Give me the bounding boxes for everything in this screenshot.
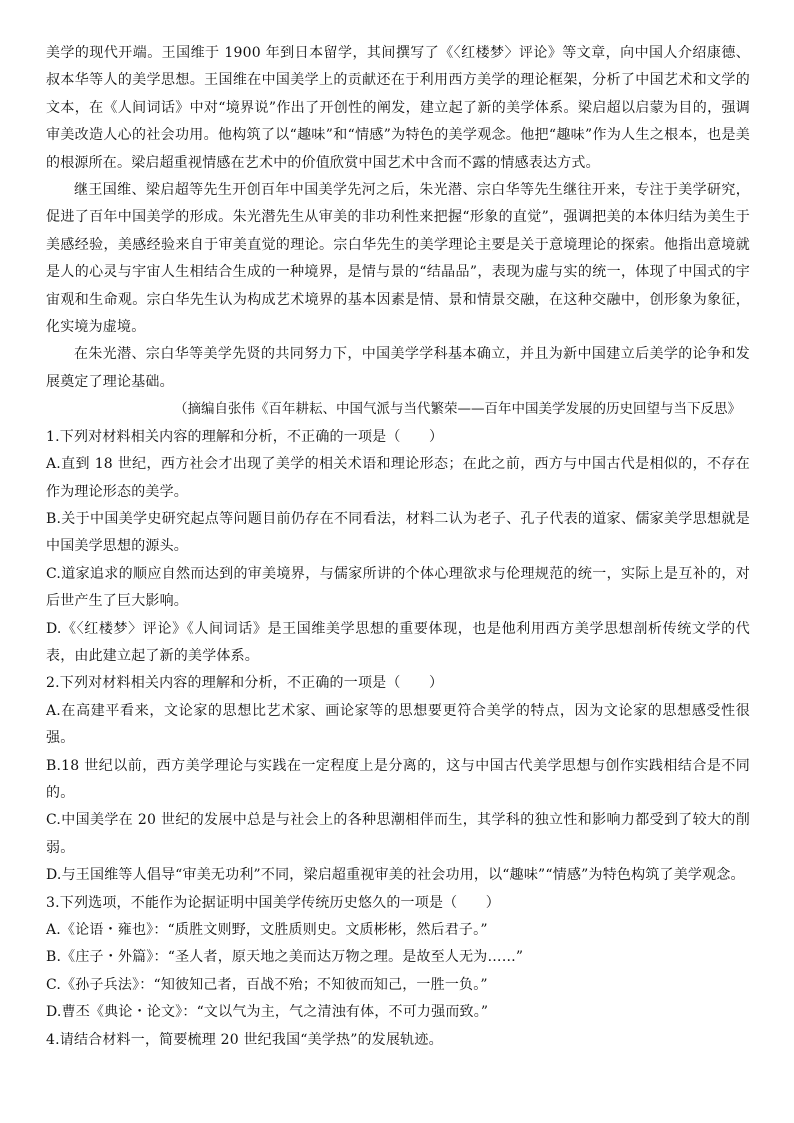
passage-paragraph-1: 美学的现代开端。王国维于 1900 年到日本留学，其间撰写了《〈红楼梦〉评论》等文章，向中国人介绍康德、叔本华等人的美学思想。王国维在中国美学上的贡献还在于利用西方美学的理论框架，分析了中国艺术和文学的文本，在《人间词话》中对“境界说”作出了开创性的阐发，建立起了新的美学体系。梁启超以启蒙为目的，强调审美改造人心的社会功用。他构筑了以“趣味”和“情感”为特色的美学观念。他把“趣味”作为人生之根本，也是美的根源所在。梁启超重视情感在艺术中的价值欣赏中国艺术中含而不露的情感表达方式。 [46,45,750,171]
option-d: D.《〈红楼梦〉评论》《人间词话》是王国维美学思想的重要体现，也是他利用西方美学思想剖析传统文学的代表，由此建立起了新的美学体系。 [46,620,750,664]
exam-page [46,40,750,1054]
option-d: D.曹丕《典论・论文》：“文以气为主，气之清浊有体，不可力强而致。” [46,1004,489,1021]
passage-paragraph-2: 继王国维、梁启超等先生开创百年中国美学先河之后，朱光潜、宗白华等先生继往开来，专注于美学研究，促进了百年中国美学的形成。朱光潜先生从审美的非功利性来把握“形象的直觉”，强调把美的本体归结为美生于美感经验，美感经验来自于审美直觉的理论。宗白华先生的美学理论主要是关于意境理论的探索。他指出意境就是人的心灵与宇宙人生相结合生成的一种境界，是情与景的“结晶品”，表现为虚与实的统一，体现了中国式的宇宙观和生命观。宗白华先生认为构成艺术境界的基本因素是情、景和情景交融，在这种交融中，创形象为象征，化实境为虚境。 [46,182,750,336]
option-c: C.道家追求的顺应自然而达到的审美境界，与儒家所讲的个体心理欲求与伦理规范的统一，实际上是互补的，对后世产生了巨大影响。 [46,565,750,610]
option-a: A.《论语・雍也》：“质胜文则野，文胜质则史。文质彬彬，然后君子。” [46,922,488,938]
option-b: B.关于中国美学史研究起点等问题目前仍存在不同看法，材料二认为老子、孔子代表的道家、儒家美学思想就是中国美学思想的源头。 [46,510,750,555]
option-d: D.与王国维等人倡导“审美无功利”不同，梁启超重视审美的社会功用，以“趣味”“情感”为特色构筑了美学观念。 [46,867,745,884]
option-c: C.《孙子兵法》：“知彼知己者，百战不殆；不知彼而知己，一胜一负。” [46,976,488,993]
option-b: B.18 世纪以前，西方美学理论与实践在一定程度上是分离的，这与中国古代美学思想与创作实践相结合是不同的。 [46,757,750,801]
question-stem: 2.下列对材料相关内容的理解和分析，不正确的一项是（ ） [46,675,444,692]
source-citation: （摘编自张伟《百年耕耘、中国气派与当代繁荣——百年中国美学发展的历史回望与当下反思》 [174,401,741,418]
passage-paragraph-3: 在朱光潜、宗白华等美学先贤的共同努力下，中国美学学科基本确立，并且为新中国建立后美学的论争和发展奠定了理论基础。 [46,346,750,390]
question-2 [46,670,750,889]
question-stem: 3.下列选项，不能作为论据证明中国美学传统历史悠久的一项是（ ） [46,894,500,911]
question-4 [46,1027,750,1054]
question-stem: 1.下列对材料相关内容的理解和分析，不正确的一项是（ ） [46,428,444,445]
option-a: A.在高建平看来，文论家的思想比艺术家、画论家等的思想要更符合美学的特点，因为文论家的思想感受性很强。 [46,702,750,747]
question-1 [46,424,750,671]
option-b: B.《庄子・外篇》：“圣人者，原天地之美而达万物之理。是故至人无为……” [46,949,524,966]
option-a: A.直到 18 世纪，西方社会才出现了美学的相关术语和理论形态；在此之前，西方与中国古代是相似的，不存在作为理论形态的美学。 [46,456,750,500]
question-stem: 4.请结合材料一，简要梳理 20 世纪我国“美学热”的发展轨迹。 [46,1031,443,1048]
option-c: C.中国美学在 20 世纪的发展中总是与社会上的各种思潮相伴而生，其学科的独立性和影响力都受到了较大的削弱。 [46,812,750,856]
question-3 [46,890,750,1027]
